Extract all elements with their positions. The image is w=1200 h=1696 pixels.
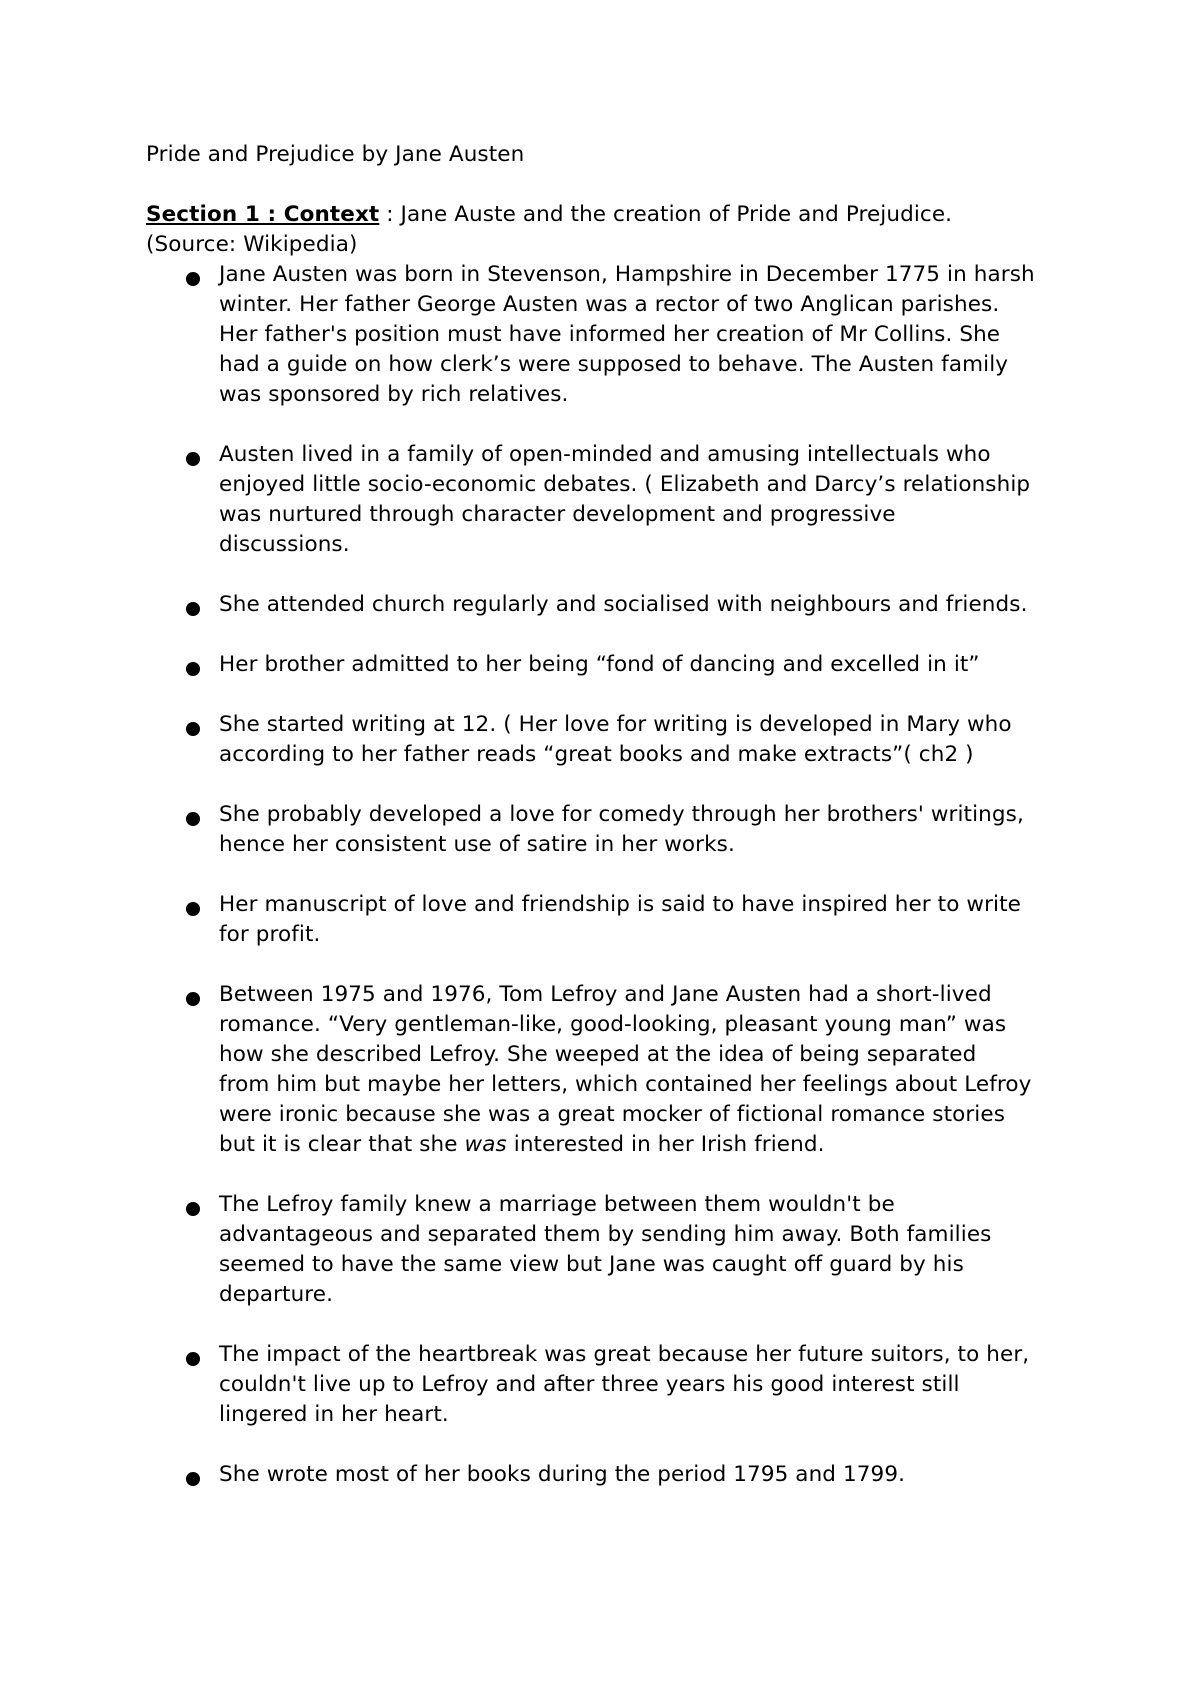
bullet-dot-icon [186,1352,200,1366]
section-heading [146,200,1086,230]
bullet-item [146,890,1086,950]
section-heading-label: Section 1 : Context [146,202,380,227]
bullet-text-line: The Lefroy family knew a marriage between them wouldn't be [219,1192,895,1217]
bullet-text-line: She attended church regularly and socialised with neighbours and friends. [219,592,1028,617]
bullet-text-line: according to her father reads “great books and make extracts”( ch2 ) [219,742,974,767]
bullet-item [146,440,1086,560]
bullet-dot-icon [186,452,200,466]
bullet-text [219,1190,1200,1310]
bullet-text [219,1340,1200,1430]
bullet-text-line: She wrote most of her books during the period 1795 and 1799. [219,1462,906,1487]
bullet-dot-icon [186,812,200,826]
bullet-text-line: discussions. [219,532,350,557]
bullet-text-line: had a guide on how clerk’s were supposed to behave. The Austen family [219,352,1009,377]
document-title: Pride and Prejudice by Jane Austen [146,142,525,167]
bullet-text-line: enjoyed little socio-economic debates. ( Elizabeth and Darcy’s relationship [219,472,1031,497]
bullet-dot-icon [186,662,200,676]
bullet-text-line: was nurtured through character development and progressive [219,502,896,527]
bullet-text-line: She probably developed a love for comedy through her brothers' writings, [219,802,1024,827]
bullet-text-line: were ironic because she was a great mocker of fictional romance stories [219,1102,1005,1127]
bullet-text [219,800,1200,860]
bullet-text-line: hence her consistent use of satire in her works. [219,832,735,857]
bullet-text [219,1460,1200,1490]
bullet-text-line: Jane Austen was born in Stevenson, Hampshire in December 1775 in harsh [219,262,1035,287]
bullet-text-line: departure. [219,1282,334,1307]
bullet-text-line: Her father's position must have informed her creation of Mr Collins. She [219,322,1001,347]
source-line: (Source: Wikipedia) [146,232,358,257]
bullet-item [146,980,1086,1160]
bullet-text-line: Austen lived in a family of open-minded and amusing intellectuals who [219,442,991,467]
bullet-text-line: couldn't live up to Lefroy and after three years his good interest still [219,1372,960,1397]
bullet-text-line: Between 1975 and 1976, Tom Lefroy and Jane Austen had a short-lived [219,982,992,1007]
section-heading-rest: : Jane Auste and the creation of Pride and Prejudice. [379,202,953,227]
bullet-text-line: was sponsored by rich relatives. [219,382,569,407]
bullet-text-line: from him but maybe her letters, which contained her feelings about Lefroy [219,1072,1032,1097]
bullet-item [146,650,1086,680]
bullet-text [219,710,1200,770]
bullet-text [219,590,1200,620]
bullet-text [219,890,1200,950]
bullet-dot-icon [186,992,200,1006]
bullet-text-line: how she described Lefroy. She weeped at the idea of being separated [219,1042,977,1067]
bullet-text-line: She started writing at 12. ( Her love for writing is developed in Mary who [219,712,1012,737]
bullet-item [146,1190,1086,1310]
bullet-text-line: lingered in her heart. [219,1402,449,1427]
bullet-item [146,1340,1086,1430]
bullet-dot-icon [186,722,200,736]
bullet-dot-icon [186,1472,200,1486]
bullet-list [146,260,1086,1490]
document-page [146,140,1086,1520]
bullet-item [146,590,1086,620]
bullet-text-line: The impact of the heartbreak was great because her future suitors, to her, [219,1342,1030,1367]
bullet-item [146,1460,1086,1490]
bullet-item [146,710,1086,770]
bullet-text-line: winter. Her father George Austen was a rector of two Anglican parishes. [219,292,1000,317]
bullet-item [146,260,1086,410]
bullet-text-line: seemed to have the same view but Jane was caught off guard by his [219,1252,964,1277]
bullet-item [146,800,1086,860]
bullet-text [219,440,1200,560]
bullet-text-line: romance. “Very gentleman-like, good-looking, pleasant young man” was [219,1012,1007,1037]
bullet-text-line: advantageous and separated them by sending him away. Both families [219,1222,992,1247]
bullet-dot-icon [186,602,200,616]
bullet-dot-icon [186,1202,200,1216]
bullet-text [219,260,1200,410]
bullet-text [219,980,1200,1160]
bullet-text-line: for profit. [219,922,321,947]
bullet-text-line: Her brother admitted to her being “fond of dancing and excelled in it” [219,652,980,677]
bullet-text-line: but it is clear that she was interested in her Irish friend. [219,1132,825,1157]
bullet-text-line: Her manuscript of love and friendship is said to have inspired her to write [219,892,1021,917]
bullet-dot-icon [186,272,200,286]
bullet-dot-icon [186,902,200,916]
bullet-text [219,650,1200,680]
